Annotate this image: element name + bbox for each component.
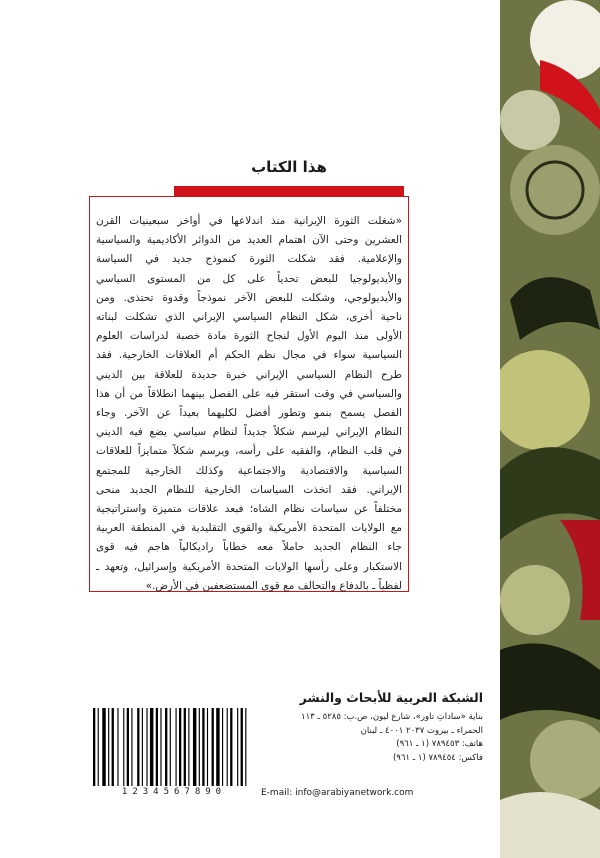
barcode-bar [131, 708, 132, 786]
barcode-bar [150, 708, 153, 786]
synopsis-line: مختلفاً عن سياسات نظام الشاه؛ فبعد علاقات متميزة واستراتيجية [96, 503, 402, 516]
barcode-bar [212, 708, 214, 786]
publisher-email: E-mail: info@arabiyanetwork.com [261, 788, 414, 798]
barcode-bar [188, 708, 189, 786]
cover-artwork [500, 0, 600, 858]
synopsis-line: والإعلامية. فقد شكلت الثورة كنموذج جديد في السياسة [96, 253, 402, 266]
barcode-bar [199, 708, 200, 786]
synopsis-line: الإيراني. فقد اتخذت السياسات الخارجية للنظام الجديد منحى [96, 483, 402, 496]
synopsis-line: الاستكبار وعلى رأسها الولايات المتحدة الأمريكية وإسرائيل، وتعهد ـ [96, 560, 402, 573]
publisher-name: الشبكة العربية للأبحاث والنشر [299, 690, 483, 705]
synopsis-line: مع الولايات المتحدة الأمريكية والقوى التقليدية في المنطقة العربية [96, 522, 402, 535]
barcode-bar [222, 708, 223, 786]
barcode-bar [237, 708, 238, 786]
barcode-bar [230, 708, 232, 786]
barcode-bar [160, 708, 161, 786]
barcode-bar [137, 708, 139, 786]
barcode-bar [146, 708, 147, 786]
barcode-bar [108, 708, 109, 786]
synopsis-line: العشرين وحتى الآن اهتمام العديد من الدوائر الأكاديمية والسياسية [96, 234, 402, 247]
barcode-bar [142, 708, 143, 786]
barcode-digits: 1234567890 [121, 787, 227, 797]
synopsis-line: لفظياً ـ بالدفاع والتحالف مع قوى المستضعفين في الأرض.» [145, 579, 402, 592]
synopsis-line: السياسية سواء في مجال نظم الحكم أم العلاقات الخارجية. فقد [96, 349, 402, 362]
synopsis-line: والسياسي في وقت استقر فيه على الفصل بينهما انطلاقاً من أن هذا [96, 387, 402, 400]
barcode-bar [241, 708, 243, 786]
barcode-bar [245, 708, 246, 786]
barcode-bar [202, 708, 204, 786]
barcode-bar [156, 708, 158, 786]
barcode-bar [127, 708, 129, 786]
publisher-fax: فاكس: ٧٨٩٤٥٤ (١ ـ ٩٦١) [392, 752, 483, 763]
synopsis-line: في قلب النظام، والفقيه على رأسه، ويرسم شكلاً متمايزاً للعلاقات [96, 445, 402, 458]
barcode-bar [102, 708, 105, 786]
synopsis-line: ناحية أخرى، شكل النظام السياسي الإيراني الذي تشكلت لبناته [96, 311, 402, 324]
barcode-bar [117, 708, 118, 786]
synopsis-line: طرح النظام السياسي الإيراني خبرة جديدة للعلاقة بين الديني [96, 368, 402, 381]
synopsis-line: «شغلت الثورة الإيرانية منذ اندلاعها في أواخر سبعينيات القرن [96, 215, 402, 227]
barcode-bar [165, 708, 167, 786]
barcode [89, 708, 259, 798]
synopsis-line: جاء النظام الجديد حاملاً معه خطاباً راديكالياً هاجم فيه قوى [96, 541, 402, 554]
barcode-bar [93, 708, 95, 786]
publisher-phone: هاتف: ٧٨٩٤٥٣ (١ ـ ٩٦١) [396, 739, 483, 749]
barcode-bar [227, 708, 228, 786]
publisher-block [261, 690, 483, 798]
section-heading: هذا الكتاب [251, 158, 327, 176]
synopsis-line: والأيديولوجيا للبعض تحدياً على كل من المستوى السياسي [96, 272, 402, 285]
synopsis-line: السياسية والاقتصادية والاجتماعية وكذلك الخارجية للمجتمع [96, 464, 402, 477]
synopsis-line: الأولى منذ اليوم الأول لنجاح الثورة مادة خصبة لدراسات العلوم [96, 330, 402, 343]
synopsis-line: والأيديولوجي، وشكلت للبعض الآخر نموذجاً وقدوة تحتذى. ومن [96, 291, 402, 304]
barcode-bar [179, 708, 181, 786]
barcode-bar [123, 708, 124, 786]
barcode-bar [112, 708, 114, 786]
barcode-bar [170, 708, 171, 786]
barcode-bar [193, 708, 196, 786]
barcode-bar [98, 708, 99, 786]
synopsis-line: النظام الإيراني ليرسم شكلاً جديداً لنظام سياسي يضع فيه الديني [96, 426, 402, 439]
barcode-bar [216, 708, 219, 786]
barcode-bar [176, 708, 177, 786]
publisher-address-2: الحمراء ـ بيروت ٢٠٣٧ ٤٠٠١ ـ لبنان [360, 725, 483, 736]
synopsis-text [96, 212, 402, 596]
barcode-bars [89, 708, 259, 786]
synopsis-line: الفصل يسمح بنمو وتطور أفضل لكليهما بعيداً عن الآخر. وجاء [96, 407, 402, 420]
barcode-bar [184, 708, 186, 786]
barcode-bar [207, 708, 208, 786]
publisher-address-1: بناية «ساداتِ تاور»، شارع ليون، ص.ب: ٥٢٨٥ ـ ١١٣ [301, 712, 483, 722]
